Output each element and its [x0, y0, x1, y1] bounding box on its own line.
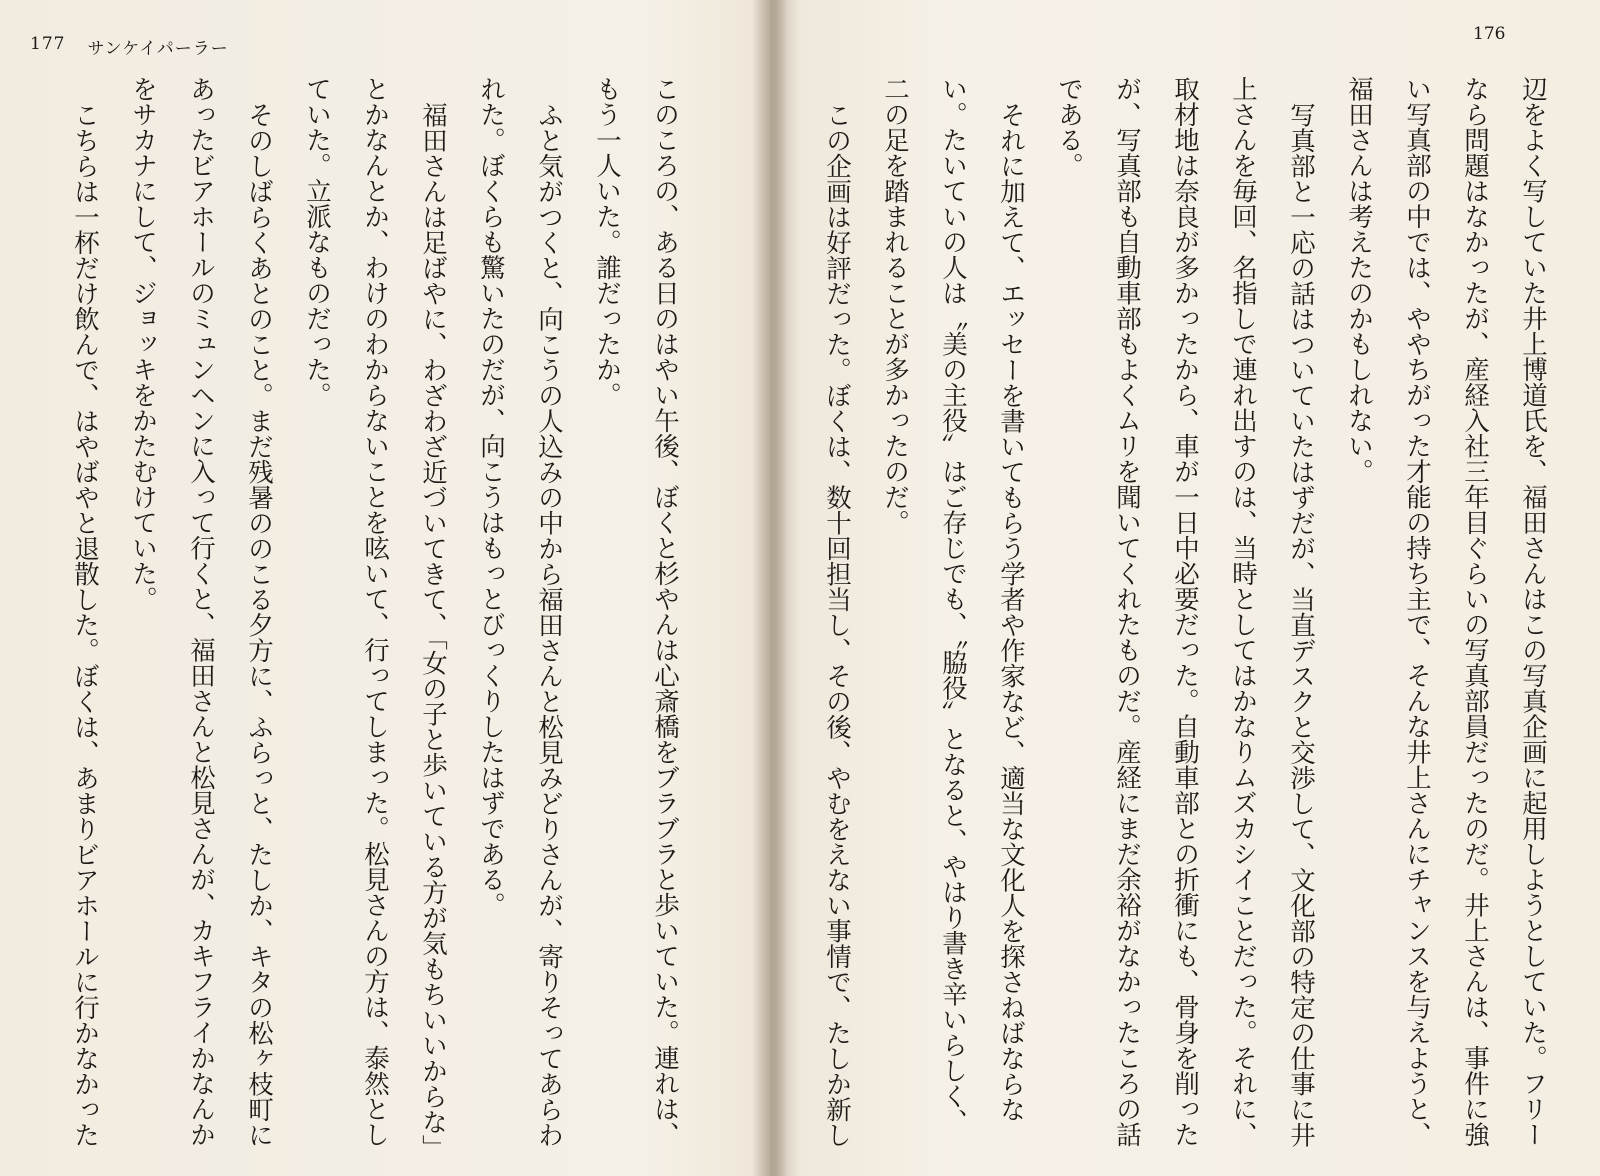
- paragraph: そのしばらくあとのこと。まだ残暑ののこる夕方に、ふらっと、たしか、キタの松ヶ枝町にあったビアホールのミュンヘンに入って行くと、福田さんと松見さんが、カキフライかなんかをサカナにして、ジョッキをかたむけていた。: [128, 76, 274, 1147]
- page-number-right: 176: [1473, 24, 1506, 44]
- paragraph: 写真部と一応の話はついていたはずだが、当直デスクと交渉して、文化部の特定の仕事に井上さんを毎回、名指しで連れ出すのは、当時としてはかなりムズカシイことだった。それに、取材地は奈良が多かったから、車が一日中必要だった。自動車部との折衝にも、骨身を削ったが、写真部も自動車部もよくムリを聞いてくれたものだ。産経にまだ余裕がなかったころの話である。: [1054, 76, 1316, 1147]
- paragraph: この企画は好評だった。ぼくは、数十回担当し、その後、やむをえない事情で、たしか新し: [822, 101, 852, 1147]
- right-page: [770, 0, 1600, 1176]
- running-head-title: サンケイパーラー: [87, 39, 229, 59]
- paragraph: こちらは一杯だけ飲んで、はやばやと退散した。ぼくは、あまりビアホールに行かなかった: [70, 101, 100, 1147]
- left-page: [0, 0, 770, 1176]
- paragraph: 辺をよく写していた井上博道氏を、福田さんはこの写真企画に起用しようとしていた。フリーなら問題はなかったが、産経入社三年目ぐらいの写真部員だったのだ。井上さんは、事件に強い写真部の中では、ややちがった才能の持ち主で、そんな井上さんにチャンスを与えようと、福田さんは考えたのかもしれない。: [1344, 76, 1548, 1147]
- page-number-left: 177: [30, 34, 66, 54]
- right-page-body: [802, 76, 1562, 1156]
- paragraph: それに加えて、エッセーを書いてもらう学者や作家など、適当な文化人を探さねばならない。たいていの人は〝美の主役〟はご存じでも、〝脇役〟となると、やはり書き辛いらしく、二の足を踏まれることが多かったのだ。: [880, 76, 1026, 1135]
- running-header: [30, 34, 229, 59]
- paragraph: 福田さんは足ばやに、わざわざ近づいてきて、「女の子と歩いている方が気もちいいからな」とかなんとか、わけのわからないことを呟いて、行ってしまった。松見さんの方は、泰然としていた。立派なものだった。: [302, 76, 448, 1147]
- paragraph: このころの、ある日のはやい午後、ぼくと杉やんは心斎橋をブラブラと歩いていた。連れは、もう一人いた。誰だったか。: [592, 76, 680, 1147]
- left-page-body: [54, 76, 694, 1156]
- paragraph: ふと気がつくと、向こうの人込みの中から福田さんと松見みどりさんが、寄りそってあらわれた。ぼくらも驚いたのだが、向こうはもっとびっくりしたはずである。: [476, 76, 564, 1147]
